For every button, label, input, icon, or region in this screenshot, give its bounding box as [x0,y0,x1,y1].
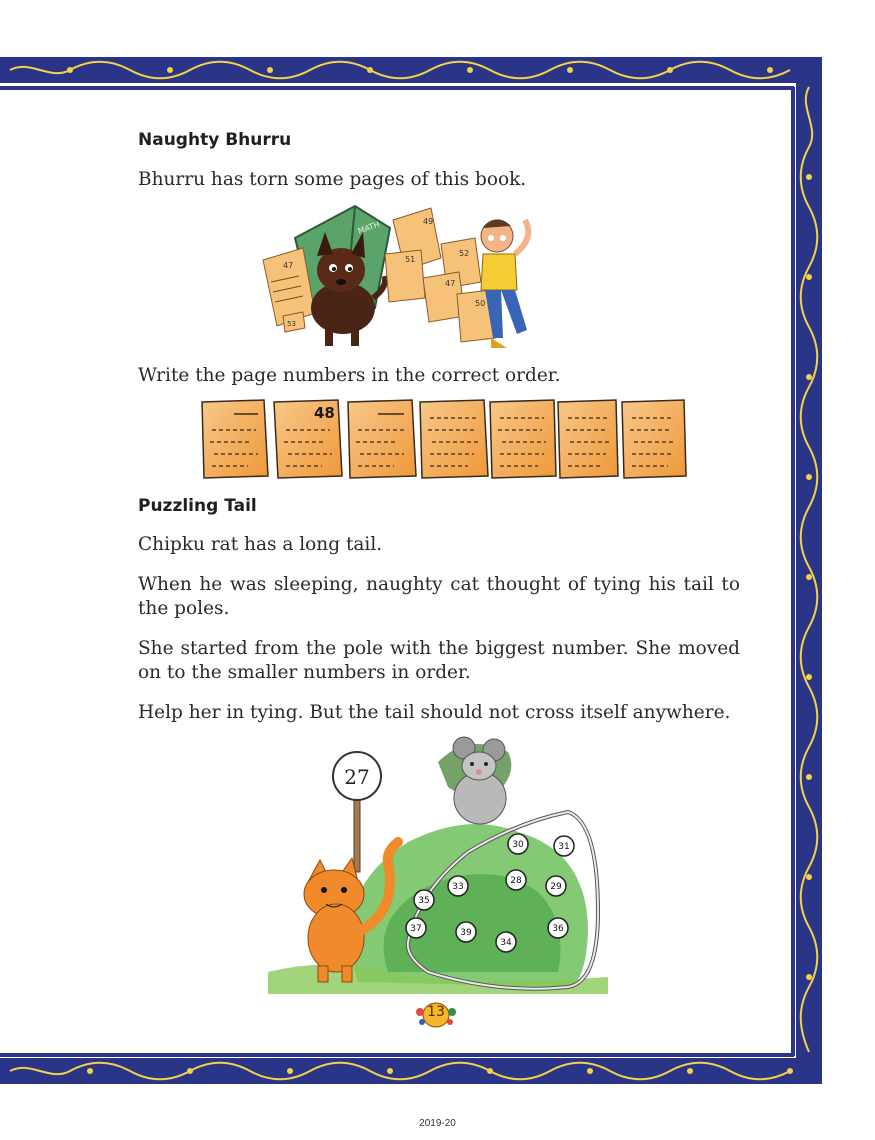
border-inner-line-top [0,86,794,90]
number-sign [333,752,381,872]
pole-number: 28 [510,876,522,886]
pole [414,890,434,910]
paragraph-torn-pages: Bhurru has torn some pages of this book. [138,169,527,190]
paragraph-cat-tying: When he was sleeping, naughty cat thought of tying his tail to the poles. [138,574,740,619]
pole [548,918,568,938]
sign-number: 27 [344,765,370,789]
pole-number: 31 [558,842,570,852]
border-inner-line-right [791,87,795,1056]
pole [406,918,426,938]
ornament-right [796,57,822,1084]
pole [506,870,526,890]
page-number: 13 [427,1004,445,1020]
pole-number: 39 [460,928,472,938]
pole-number: 33 [452,882,464,892]
torn-page-number: 52 [459,249,470,258]
pole [448,876,468,896]
page-slot [558,400,618,478]
pole [508,834,528,854]
pole-number: 36 [552,924,564,934]
pole-number: 29 [550,882,562,892]
section-heading-puzzling-tail: Puzzling Tail [138,496,257,516]
pole [554,836,574,856]
pole [496,932,516,952]
pole-number: 34 [500,938,512,948]
cat-rat-poles-illustration [268,732,618,994]
border-inner-line-bottom [0,1053,794,1057]
book-title-label: MATH [356,219,381,236]
paragraph-help-tying: Help her in tying. But the tail should not cross itself anywhere. [138,702,731,723]
torn-page-number: 47 [283,261,294,270]
torn-page-number: 50 [475,299,486,308]
pole [546,876,566,896]
ornament-top [0,57,822,83]
border-bottom-band [0,1058,822,1084]
pole-number: 30 [512,840,524,850]
paragraph-chipku-tail: Chipku rat has a long tail. [138,534,383,555]
border-top-band [0,57,822,83]
section-heading-naughty-bhurru: Naughty Bhurru [138,130,292,150]
torn-page-number: 51 [405,255,416,264]
ornament-bottom [0,1058,822,1084]
dog-and-boy-illustration [255,198,545,356]
torn-page-number: 47 [445,279,456,288]
torn-page-number: 49 [423,217,434,226]
torn-page-number: 53 [287,320,296,328]
edition-year: 2019-20 [419,1118,456,1129]
pole-number: 35 [418,896,430,906]
page-number-badge [414,1000,458,1030]
paragraph-biggest-number: She started from the pole with the biggest number. She moved on to the smaller numbers in order. [138,638,740,683]
pole [456,922,476,942]
chipku-rat [438,737,511,824]
given-page-number: 48 [314,404,335,422]
pole-number: 37 [410,924,422,934]
torn-pages-sequence [198,396,690,482]
paragraph-write-order: Write the page numbers in the correct order. [138,365,561,386]
border-right-band [796,57,822,1084]
